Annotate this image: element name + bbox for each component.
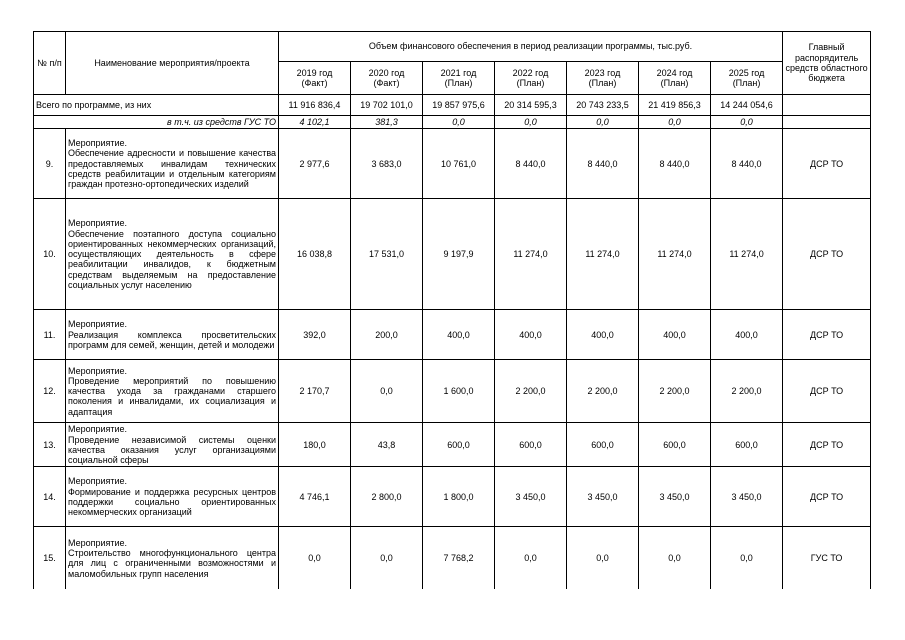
row-value: 2 170,7 [279, 360, 351, 423]
row-value: 8 440,0 [711, 129, 783, 199]
total-label: Всего по программе, из них [34, 95, 279, 116]
row-num: 9. [34, 129, 66, 199]
row-value: 0,0 [279, 527, 351, 589]
row-title: Мероприятие. [68, 319, 128, 330]
row-num: 10. [34, 199, 66, 310]
row-value: 2 200,0 [639, 360, 711, 423]
row-value: 400,0 [495, 310, 567, 360]
total-value: 19 702 101,0 [351, 95, 423, 116]
row-distributor: ДСР ТО [783, 423, 871, 467]
header-year: 2020 год (Факт) [351, 62, 423, 95]
row-value: 16 038,8 [279, 199, 351, 310]
table-row [34, 423, 871, 467]
gus-value: 0,0 [639, 116, 711, 129]
row-num: 12. [34, 360, 66, 423]
table-row [34, 360, 871, 423]
row-text: Обеспечение поэтапного доступа социально ориентированных некоммерческих организаций, осуществляющих деятельность в сфере реабилитации инвалидов, к бюджетным средствам выделяемым на предоставление социальных услуг населению [68, 228, 276, 291]
row-value: 0,0 [711, 527, 783, 589]
gus-distributor [783, 116, 871, 129]
row-value: 0,0 [351, 360, 423, 423]
row-text: Обеспечение адресности и повышение качества предоставляемых инвалидам технических средств реабилитации и отдельным категориям граждан протезно-ортопедических изделий [68, 148, 276, 190]
row-value: 43,8 [351, 423, 423, 467]
row-title: Мероприятие. [68, 476, 128, 487]
row-value: 8 440,0 [567, 129, 639, 199]
gus-value: 381,3 [351, 116, 423, 129]
row-value: 9 197,9 [423, 199, 495, 310]
header-year: 2019 год (Факт) [279, 62, 351, 95]
row-distributor: ДСР ТО [783, 129, 871, 199]
total-value: 14 244 054,6 [711, 95, 783, 116]
row-value: 400,0 [423, 310, 495, 360]
gus-value: 0,0 [495, 116, 567, 129]
row-value: 392,0 [279, 310, 351, 360]
table-row [34, 129, 871, 199]
row-title: Мероприятие. [68, 218, 128, 229]
row-value: 600,0 [567, 423, 639, 467]
row-value: 11 274,0 [711, 199, 783, 310]
row-text: Проведение мероприятий по повышению качества ухода за гражданами старшего поколения и инвалидами, их социализация и адаптация [68, 375, 276, 417]
row-value: 400,0 [711, 310, 783, 360]
row-title: Мероприятие. [68, 537, 128, 548]
row-value: 200,0 [351, 310, 423, 360]
gus-label: в т.ч. из средств ГУС ТО [34, 116, 279, 129]
row-value: 0,0 [567, 527, 639, 589]
row-value: 8 440,0 [495, 129, 567, 199]
total-value: 19 857 975,6 [423, 95, 495, 116]
row-value: 0,0 [495, 527, 567, 589]
row-value: 2 200,0 [495, 360, 567, 423]
row-value: 400,0 [567, 310, 639, 360]
row-num: 14. [34, 467, 66, 527]
row-title: Мероприятие. [68, 138, 128, 149]
row-text: Формирование и поддержка ресурсных центров поддержки социально ориентированных некоммерческих организаций [68, 486, 276, 518]
row-distributor: ДСР ТО [783, 199, 871, 310]
gus-value: 4 102,1 [279, 116, 351, 129]
row-value: 0,0 [351, 527, 423, 589]
row-value: 1 600,0 [423, 360, 495, 423]
total-row [34, 95, 871, 116]
header-num: № п/п [34, 32, 66, 95]
row-num: 15. [34, 527, 66, 589]
row-text: Проведение независимой системы оценки качества оказания услуг организациями социальной сферы [68, 434, 276, 466]
gus-value: 0,0 [711, 116, 783, 129]
measures-body [34, 129, 871, 589]
total-value: 21 419 856,3 [639, 95, 711, 116]
row-description [66, 129, 279, 199]
row-distributor: ДСР ТО [783, 467, 871, 527]
table-row [34, 467, 871, 527]
row-value: 600,0 [495, 423, 567, 467]
row-value: 2 200,0 [711, 360, 783, 423]
row-value: 4 746,1 [279, 467, 351, 527]
header-name: Наименование мероприятия/проекта [66, 32, 279, 95]
row-value: 11 274,0 [495, 199, 567, 310]
row-value: 2 977,6 [279, 129, 351, 199]
row-text: Реализация комплекса просветительских программ для семей, женщин, детей и молодежи [68, 329, 276, 350]
header-year: 2023 год (План) [567, 62, 639, 95]
header-year: 2024 год (План) [639, 62, 711, 95]
total-value: 11 916 836,4 [279, 95, 351, 116]
row-value: 600,0 [711, 423, 783, 467]
row-value: 180,0 [279, 423, 351, 467]
row-description [66, 360, 279, 423]
row-description [66, 467, 279, 527]
gus-row [34, 116, 871, 129]
row-title: Мероприятие. [68, 424, 128, 435]
row-distributor: ДСР ТО [783, 310, 871, 360]
row-text: Строительство многофункционального центра для лиц с ограниченными возможностями и маломобильных групп населения [68, 547, 276, 579]
row-value: 600,0 [423, 423, 495, 467]
row-value: 10 761,0 [423, 129, 495, 199]
row-num: 13. [34, 423, 66, 467]
row-value: 3 683,0 [351, 129, 423, 199]
gus-value: 0,0 [567, 116, 639, 129]
row-description [66, 199, 279, 310]
row-value: 2 200,0 [567, 360, 639, 423]
header-year: 2021 год (План) [423, 62, 495, 95]
gus-value: 0,0 [423, 116, 495, 129]
row-distributor: ГУС ТО [783, 527, 871, 589]
total-value: 20 314 595,3 [495, 95, 567, 116]
row-num: 11. [34, 310, 66, 360]
table-row [34, 199, 871, 310]
row-value: 11 274,0 [567, 199, 639, 310]
row-value: 600,0 [639, 423, 711, 467]
row-description [66, 310, 279, 360]
total-distributor [783, 95, 871, 116]
row-value: 400,0 [639, 310, 711, 360]
row-value: 8 440,0 [639, 129, 711, 199]
row-value: 0,0 [639, 527, 711, 589]
row-value: 11 274,0 [639, 199, 711, 310]
table-row [34, 310, 871, 360]
row-value: 3 450,0 [567, 467, 639, 527]
row-value: 3 450,0 [711, 467, 783, 527]
row-value: 1 800,0 [423, 467, 495, 527]
row-value: 17 531,0 [351, 199, 423, 310]
row-value: 3 450,0 [495, 467, 567, 527]
row-description [66, 423, 279, 467]
row-value: 3 450,0 [639, 467, 711, 527]
total-value: 20 743 233,5 [567, 95, 639, 116]
header-distributor: Главный распорядитель средств областного бюджета [783, 32, 871, 95]
row-value: 2 800,0 [351, 467, 423, 527]
row-distributor: ДСР ТО [783, 360, 871, 423]
program-financing-table [33, 31, 871, 589]
row-description [66, 527, 279, 589]
table-row [34, 527, 871, 589]
header-year: 2025 год (План) [711, 62, 783, 95]
header-volume: Объем финансового обеспечения в период реализации программы, тыс.руб. [279, 32, 783, 62]
row-title: Мероприятие. [68, 365, 128, 376]
header-year: 2022 год (План) [495, 62, 567, 95]
row-value: 7 768,2 [423, 527, 495, 589]
